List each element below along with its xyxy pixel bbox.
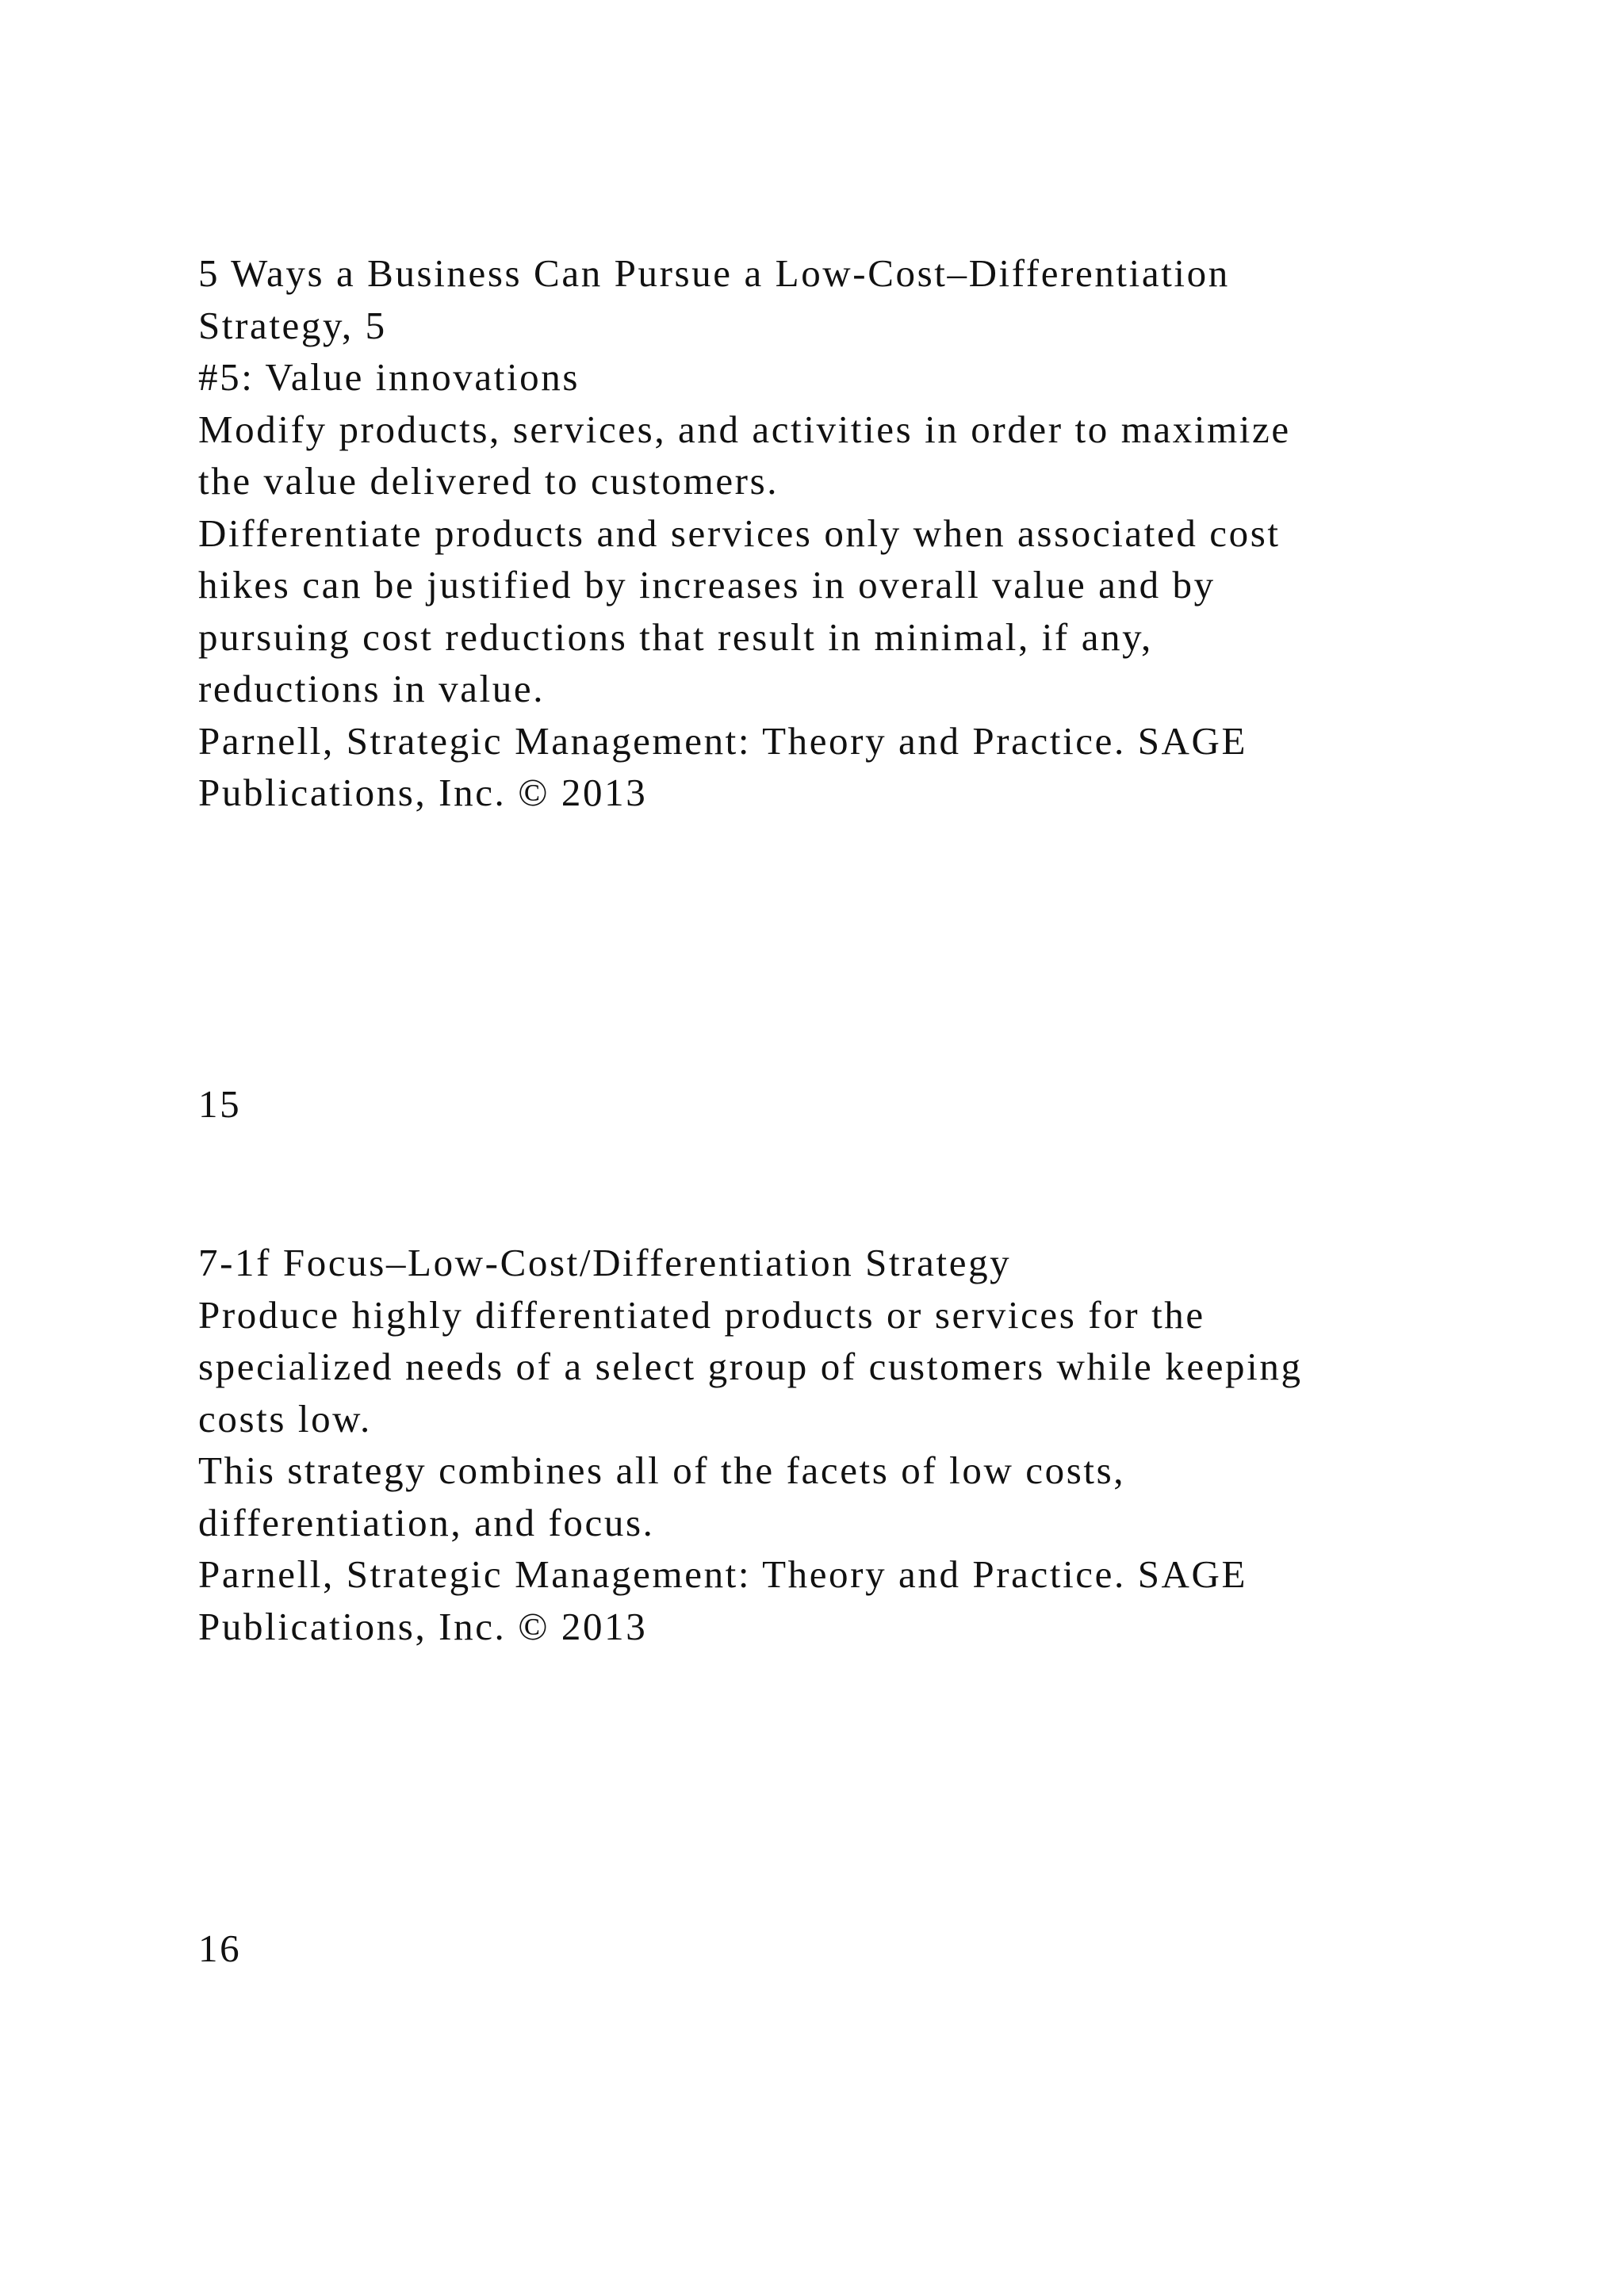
body-line: hikes can be justified by increases in overall value and by bbox=[198, 563, 1216, 607]
citation-line: Publications, Inc. © 2013 bbox=[198, 1604, 648, 1648]
citation-line: Publications, Inc. © 2013 bbox=[198, 771, 648, 814]
body-line: reductions in value. bbox=[198, 667, 546, 710]
slide-title: 7-1f Focus–Low-Cost/Differentiation Strategy bbox=[198, 1241, 1012, 1284]
page-number: 15 bbox=[198, 1082, 242, 1126]
body-line: specialized needs of a select group of customers while keeping bbox=[198, 1345, 1303, 1388]
body-line: Modify products, services, and activities in order to maximize bbox=[198, 407, 1291, 451]
slide-title-continued: Strategy, 5 bbox=[198, 303, 387, 347]
body-line: pursuing cost reductions that result in minimal, if any, bbox=[198, 614, 1153, 659]
body-line: Produce highly differentiated products or services for the bbox=[198, 1292, 1205, 1337]
body-line: This strategy combines all of the facets of low costs, bbox=[198, 1448, 1126, 1492]
slide-16-text bbox=[198, 1237, 1483, 1652]
body-line: the value delivered to customers. bbox=[198, 459, 779, 503]
slide-15-text bbox=[198, 247, 1483, 819]
citation-line: Parnell, Strategic Management: Theory and Practice. SAGE bbox=[198, 718, 1248, 763]
body-line: costs low. bbox=[198, 1396, 372, 1441]
slide-title: 5 Ways a Business Can Pursue a Low-Cost–Differentiation bbox=[198, 251, 1230, 295]
citation-line: Parnell, Strategic Management: Theory and Practice. SAGE bbox=[198, 1552, 1248, 1596]
body-line: Differentiate products and services only when associated cost bbox=[198, 511, 1281, 555]
body-line: differentiation, and focus. bbox=[198, 1500, 655, 1544]
slide-subtitle: #5: Value innovations bbox=[198, 355, 580, 399]
page-number: 16 bbox=[198, 1927, 242, 1970]
